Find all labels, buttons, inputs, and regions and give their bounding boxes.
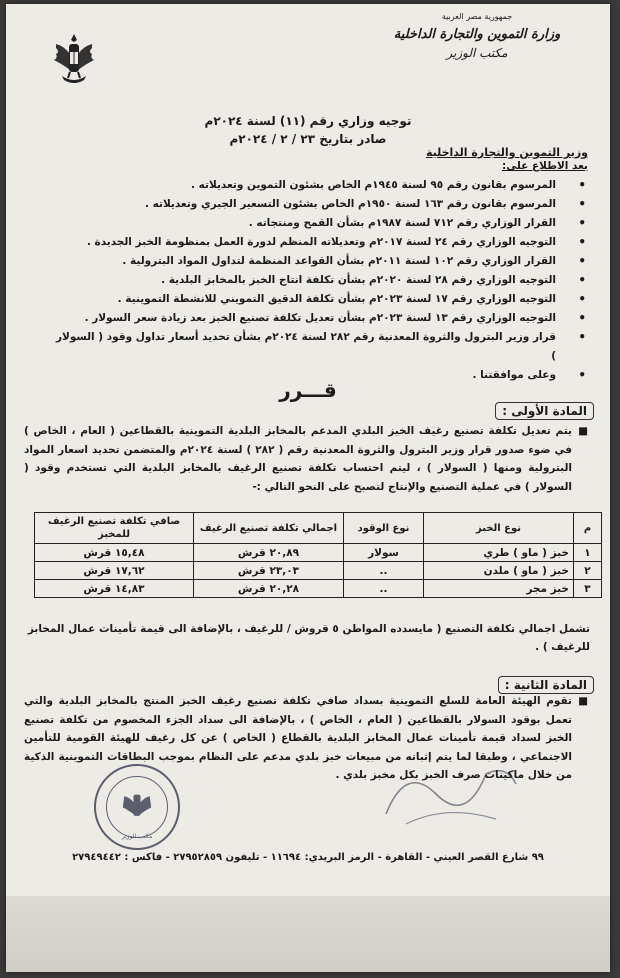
bullet-icon: ■ — [578, 695, 588, 707]
cell-num: ٢ — [574, 562, 602, 580]
page-lower-margin — [6, 896, 610, 972]
reference-item: • المرسوم بقانون رقم ١٦٣ لسنة ١٩٥٠م الخاص بشئون التسعير الجبري وتعديلاته . — [50, 195, 590, 214]
reference-item: • القرار الوزاري رقم ٧١٢ لسنة ١٩٨٧م بشأن القمح ومنتجاته . — [50, 214, 590, 233]
reference-item: • التوجيه الوزاري رقم ٢٨ لسنة ٢٠٢٠م بشأن تكلفة انتاج الخبز بالمخابز البلدية . — [50, 271, 590, 290]
header-num: م — [574, 513, 602, 544]
header-total-cost: اجمالي تكلفة تصنيع الرغيف — [194, 513, 344, 544]
cell-total-cost: ٢٣,٠٣ قرش — [194, 562, 344, 580]
table-row — [35, 562, 602, 580]
reference-item: • القرار الوزاري رقم ١٠٢ لسنة ٢٠١١م بشأن القواعد المنظمة لتداول المواد البترولية . — [50, 252, 590, 271]
reference-item: • التوجيه الوزاري رقم ١٧ لسنة ٢٠٢٣م بشأن تكلفة الدقيق التمويني للانشطة التموينية . — [50, 290, 590, 309]
article-1-text — [24, 422, 590, 496]
signature-icon — [366, 724, 526, 844]
cell-fuel-type: .. — [344, 580, 424, 598]
country-name: جمهورية مصر العربية — [441, 12, 513, 21]
bullet-icon: ■ — [578, 425, 588, 437]
directive-date: صادر بتاريخ ٢٣ / ٢ / ٢٠٢٤م — [229, 132, 387, 146]
letterhead — [362, 12, 592, 60]
table-note: تشمل اجمالي تكلفة التصنيع ( مايسدده المواطن ٥ قروش / للرغيف ، بالإضافة الى قيمة تأمينات عمال المخابز للرغيف ) . — [27, 623, 590, 653]
cell-bread-type: خبز مجر — [424, 580, 574, 598]
office-name: مكتب الوزير — [446, 46, 508, 60]
directive-number: توجيه وزاري رقم (١١) لسنة ٢٠٢٤م — [204, 114, 412, 128]
ministry-name: وزارة التموين والتجارة الداخلية — [393, 27, 561, 42]
cell-net-cost: ١٤,٨٣ قرش — [35, 580, 194, 598]
header-bread-type: نوع الخبز — [424, 513, 574, 544]
cell-num: ١ — [574, 544, 602, 562]
stamp-text: مكتب الوزير — [121, 833, 153, 840]
table-row — [35, 580, 602, 598]
cell-bread-type: خبز ( ماو ) ملدن — [424, 562, 574, 580]
cell-total-cost: ٢٠,٨٩ قرش — [194, 544, 344, 562]
cell-net-cost: ١٥,٤٨ قرش — [35, 544, 194, 562]
reference-item: • وعلى موافقتنا . — [50, 366, 590, 385]
article-2-body: تقوم الهيئة العامة للسلع التموينية بسداد صافي تكلفة تصنيع رغيف الخبز المنتج بالمخابز البلدية والتي تعمل بوقود السولار بالقطاعين ( العام ، الخاص ) ، بالإضافة الى سداد الجزء المخصوم من تكلفة تصنيع الخبز لسداد قيمة تأمينات عمال المخابز البلدية بالقطاع ( الخاص ) عن كل رغيف للهيئة القومية للتأمين الاجتماعي ، وطبقا لما يتم إثباته من مبيعات خبز بلدي مدعم على النظام بموجب البطاقات التموينية الذكية من خلال ماكينات صرف الخبز بكل مخبز بلدي . — [24, 695, 572, 781]
table-row — [35, 544, 602, 562]
cell-total-cost: ٢٠,٢٨ قرش — [194, 580, 344, 598]
references-list — [50, 176, 590, 385]
cost-table — [34, 512, 602, 598]
cell-num: ٣ — [574, 580, 602, 598]
reference-item: • المرسوم بقانون رقم ٩٥ لسنة ١٩٤٥م الخاص بشئون التموين وتعديلاته . — [50, 176, 590, 195]
after-review-label: بعد الاطلاع على: — [502, 160, 588, 172]
directive-title — [6, 114, 610, 146]
document-page — [6, 4, 610, 972]
stamp-eagle-icon — [120, 786, 154, 826]
minister-title: وزير التموين والتجارة الداخلية — [425, 146, 588, 159]
reference-item: • قرار وزير البترول والثروة المعدنية رقم ٢٨٢ لسنة ٢٠٢٤م بشأن تحديد أسعار تداول وقود ( السولار ) — [50, 328, 590, 366]
article-2-title: المادة الثانية : — [498, 676, 594, 694]
cell-net-cost: ١٧,٦٢ قرش — [35, 562, 194, 580]
cell-bread-type: خبز ( ماو ) طري — [424, 544, 574, 562]
official-stamp — [94, 764, 180, 850]
article-1-body: يتم تعديل تكلفة تصنيع رغيف الخبز البلدي المدعم بالمخابز البلدية التموينية بالقطاعين ( العام ، الخاص ) في ضوء صدور قرار وزير البترول والثروة المعدنية رقم ( ٢٨٢ ) لسنة ٢٠٢٤م والمتضمن تحديد اسعار المواد البترولية ومنها ( السولار ) ، ليتم احتساب تكلفة تصنيع الرغيف بالمخابز البلدية التي تستخدم وقود ( السولار ) في عملية التصنيع والإنتاج لتصبح على النحو التالي :- — [24, 425, 573, 493]
table-header-row — [35, 513, 602, 544]
article-1-title: المادة الأولى : — [495, 402, 594, 420]
decision-heading: قـــرر — [279, 378, 337, 402]
eagle-emblem-icon — [50, 30, 98, 86]
header-net-cost: صافي تكلفة تصنيع الرغيف للمخبز — [35, 513, 194, 544]
cell-fuel-type: .. — [344, 562, 424, 580]
header-fuel-type: نوع الوقود — [344, 513, 424, 544]
cell-fuel-type: سولار — [344, 544, 424, 562]
footer-address: ٩٩ شارع القصر العيني - القاهرة - الرمز البريدي: ١١٦٩٤ - تليفون ٢٧٩٥٢٨٥٩ - فاكس : ٢٧٩٤٩٤٤٢ — [72, 852, 544, 863]
reference-item: • التوجيه الوزاري رقم ٢٤ لسنة ٢٠١٧م وتعديلاته المنظم لدورة العمل بمنظومة الخبز الجديدة . — [50, 233, 590, 252]
reference-item: • التوجيه الوزاري رقم ١٣ لسنة ٢٠٢٣م بشأن تعديل تكلفة تصنيع الخبز بعد زيادة سعر السولار . — [50, 309, 590, 328]
